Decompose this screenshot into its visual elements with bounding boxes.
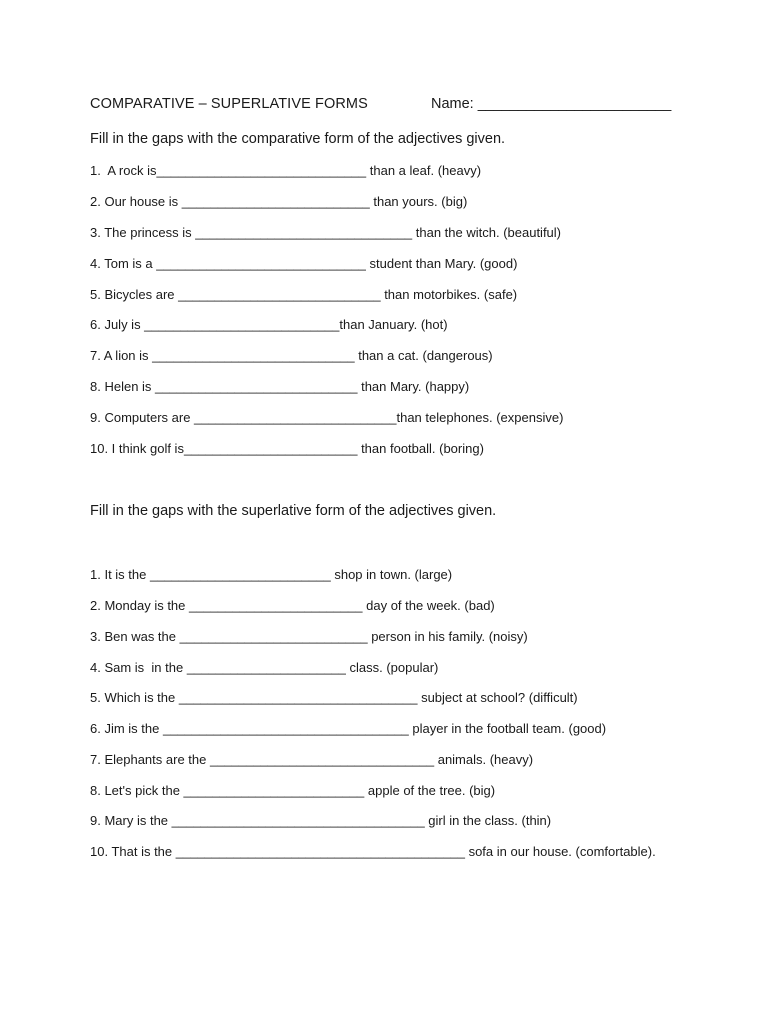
- superlative-item: 10. That is the ________________________________________ sofa in our house. (comfortable).: [90, 844, 656, 859]
- comparative-item: 3. The princess is ______________________________ than the witch. (beautiful): [90, 225, 562, 240]
- comparative-item: 2. Our house is __________________________ than yours. (big): [90, 194, 468, 209]
- superlative-item: 2. Monday is the ________________________ day of the week. (bad): [90, 598, 495, 613]
- superlative-item: 6. Jim is the __________________________________ player in the football team. (good): [90, 721, 607, 736]
- superlative-item: 1. It is the _________________________ shop in town. (large): [90, 567, 453, 582]
- superlative-item: 7. Elephants are the _______________________________ animals. (heavy): [90, 752, 534, 767]
- superlative-item: 4. Sam is in the ______________________ class. (popular): [90, 660, 439, 675]
- comparative-item: 7. A lion is ____________________________ than a cat. (dangerous): [90, 348, 493, 363]
- superlative-item: 8. Let's pick the _________________________ apple of the tree. (big): [90, 783, 496, 798]
- comparative-item: 1. A rock is_____________________________ than a leaf. (heavy): [90, 163, 482, 178]
- comparative-item: 10. I think golf is________________________ than football. (boring): [90, 441, 484, 456]
- comparative-item: 4. Tom is a _____________________________ student than Mary. (good): [90, 256, 518, 271]
- superlative-instruction: Fill in the gaps with the superlative form of the adjectives given.: [90, 503, 497, 519]
- name-field: Name: ________________________: [431, 96, 672, 112]
- comparative-item: 9. Computers are ____________________________than telephones. (expensive): [90, 410, 564, 425]
- comparative-item: 6. July is ___________________________than January. (hot): [90, 317, 448, 332]
- superlative-item: 3. Ben was the __________________________ person in his family. (noisy): [90, 629, 528, 644]
- comparative-instruction: Fill in the gaps with the comparative form of the adjectives given.: [90, 131, 506, 147]
- superlative-item: 5. Which is the _________________________________ subject at school? (difficult): [90, 690, 578, 705]
- worksheet-title: COMPARATIVE – SUPERLATIVE FORMS: [90, 96, 368, 112]
- superlative-item: 9. Mary is the ___________________________________ girl in the class. (thin): [90, 813, 552, 828]
- comparative-item: 8. Helen is ____________________________ than Mary. (happy): [90, 379, 470, 394]
- comparative-item: 5. Bicycles are ____________________________ than motorbikes. (safe): [90, 287, 518, 302]
